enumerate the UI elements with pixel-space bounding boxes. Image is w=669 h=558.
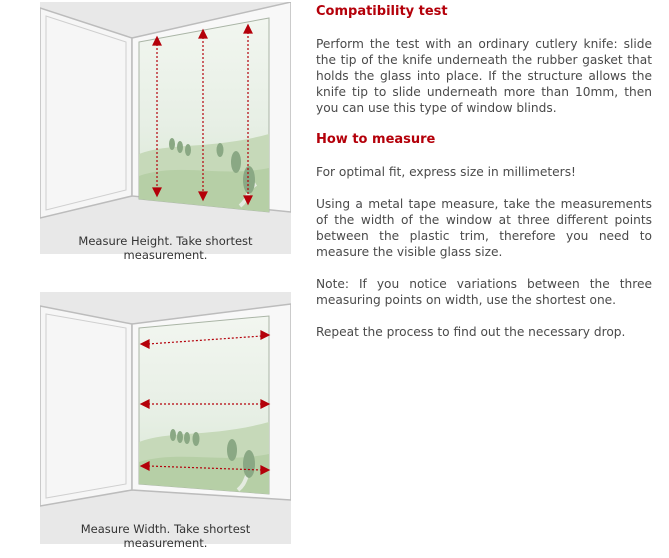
measure-paragraph-3: Note: If you notice variations between the three measuring points on width, use the shortest one.	[316, 277, 652, 307]
measure-height-figure	[40, 2, 291, 262]
measure-width-figure	[40, 292, 291, 550]
how-to-measure-heading: How to measure	[316, 132, 436, 147]
open-sash	[40, 306, 132, 506]
window-width-illustration	[40, 292, 291, 544]
instructions-column	[316, 4, 652, 340]
measure-paragraph-2: Using a metal tape measure, take the measurements of the width of the window at three different points between the plastic trim, therefore you need to measure the visible glass size.	[316, 197, 652, 259]
compatibility-heading: Compatibility test	[316, 4, 448, 19]
measure-height-caption: Measure Height. Take shortest measurement.	[78, 234, 253, 262]
measure-paragraph-1: For optimal fit, express size in millimeters!	[316, 165, 576, 179]
window-height-illustration	[40, 2, 291, 254]
compatibility-text: Perform the test with an ordinary cutlery knife: slide the tip of the knife underneath the rubber gasket that holds the glass into place. If the structure allows the knife tip to slide underneath more than 10mm, then you can use this type of window blinds.	[316, 37, 652, 115]
measure-width-caption: Measure Width. Take shortest measurement.	[80, 522, 251, 550]
measure-paragraph-4: Repeat the process to find out the necessary drop.	[316, 325, 626, 339]
